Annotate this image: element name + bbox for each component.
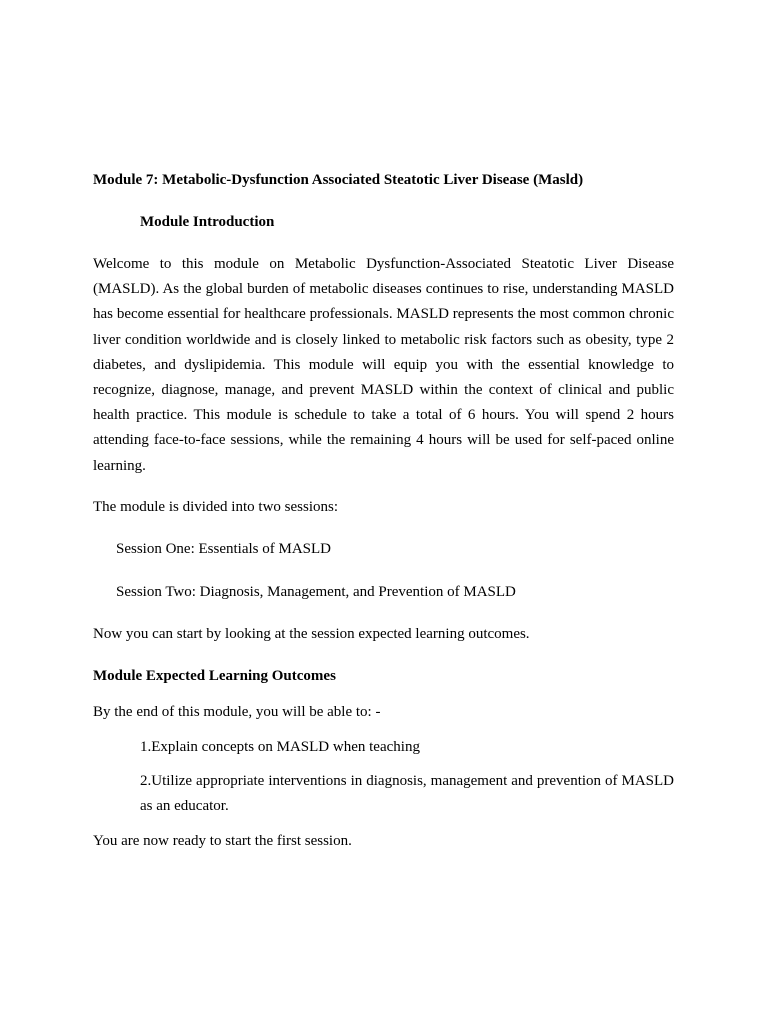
intro-paragraph: Welcome to this module on Metabolic Dysfunction-Associated Steatotic Liver Disease (MASLD). As the global burden of metabolic diseases continues to rise, understanding MASLD has become essential for healthcare professionals. MASLD represents the most common chronic liver condition worldwide and is closely linked to metabolic risk factors such as obesity, type 2 diabetes, and dyslipidemia. This module will equip you with the essential knowledge to recognize, diagnose, manage, and prevent MASLD within the context of clinical and public health practice. This module is schedule to take a total of 6 hours. You will spend 2 hours attending face-to-face sessions, while the remaining 4 hours will be used for self-paced online learning. xyxy=(93,256,674,474)
closing-text: You are now ready to start the first session. xyxy=(93,833,352,849)
intro-heading: Module Introduction xyxy=(140,214,275,230)
outcomes-heading: Module Expected Learning Outcomes xyxy=(93,668,336,684)
session-item: Session One: Essentials of MASLD xyxy=(116,541,331,557)
outcomes-intro: By the end of this module, you will be able to: - xyxy=(93,704,381,720)
start-text: Now you can start by looking at the session expected learning outcomes. xyxy=(93,626,530,642)
outcome-item: 2.Utilize appropriate interventions in diagnosis, management and prevention of MASLD as an educator. xyxy=(140,773,674,815)
session-item: Session Two: Diagnosis, Management, and Prevention of MASLD xyxy=(116,584,516,600)
sessions-intro: The module is divided into two sessions: xyxy=(93,499,338,515)
outcome-item: 1.Explain concepts on MASLD when teaching xyxy=(140,739,420,755)
module-title: Module 7: Metabolic-Dysfunction Associated Steatotic Liver Disease (Masld) xyxy=(93,172,584,188)
